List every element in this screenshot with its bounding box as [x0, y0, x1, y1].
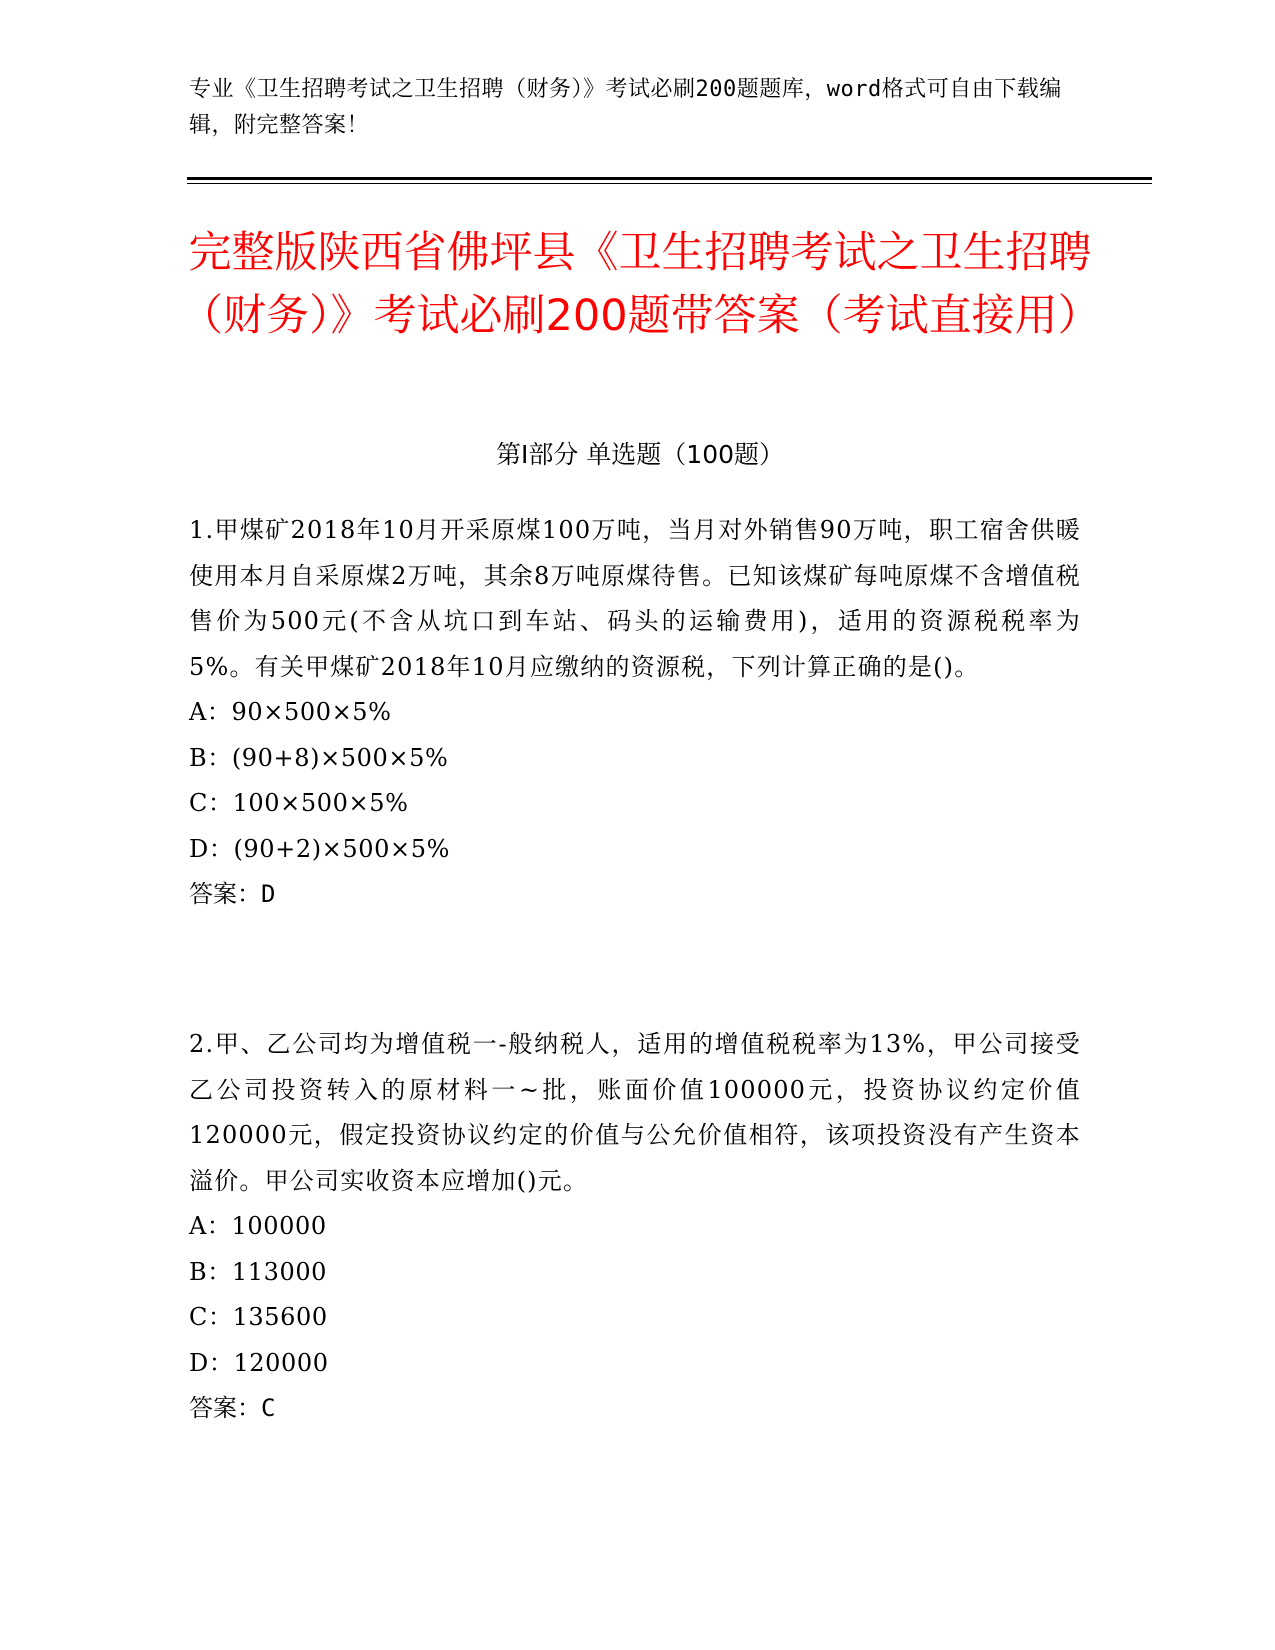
- question-2: [189, 1022, 1081, 1432]
- question-1: [189, 508, 1081, 918]
- option-d: D：120000: [189, 1348, 329, 1377]
- header-divider-thin: [187, 183, 1152, 184]
- option-b: B：113000: [189, 1257, 328, 1286]
- option-c: C：135600: [189, 1303, 328, 1331]
- header-divider-thick: [187, 177, 1152, 180]
- option-a: A：100000: [189, 1212, 327, 1240]
- document-title: 完整版陕西省佛坪县《卫生招聘考试之卫生招聘（财务）》考试必刷200题带答案（考试直接用）: [180, 228, 1101, 341]
- section-heading: 第Ⅰ部分 单选题（100题）: [495, 440, 785, 469]
- question-stem: 1.甲煤矿2018年10月开采原煤100万吨，当月对外销售90万吨，职工宿舍供暖使用本月自采原煤2万吨，其余8万吨原煤待售。已知该煤矿每吨原煤不含增值税售价为500元(不含从坑口到车站、码头的运输费用)，适用的资源税税率为5%。有关甲煤矿2018年10月应缴纳的资源税，下列计算正确的是()。: [189, 516, 1081, 681]
- question-stem: 2.甲、乙公司均为增值税一-般纳税人，适用的增值税税率为13%，甲公司接受乙公司投资转入的原材料一~批，账面价值100000元，投资协议约定价值120000元，假定投资协议约定的价值与公允价值相符，该项投资没有产生资本溢价。甲公司实收资本应增加()元。: [189, 1030, 1081, 1195]
- answer: 答案：D: [189, 880, 276, 908]
- header-note: 专业《卫生招聘考试之卫生招聘（财务）》考试必刷200题题库，word格式可自由下载编辑，附完整答案！: [189, 77, 1062, 138]
- answer: 答案：C: [189, 1394, 276, 1422]
- option-c: C：100×500×5%: [189, 789, 409, 817]
- option-b: B：(90+8)×500×5%: [189, 743, 449, 772]
- option-d: D：(90+2)×500×5%: [189, 834, 450, 863]
- option-a: A：90×500×5%: [189, 698, 392, 726]
